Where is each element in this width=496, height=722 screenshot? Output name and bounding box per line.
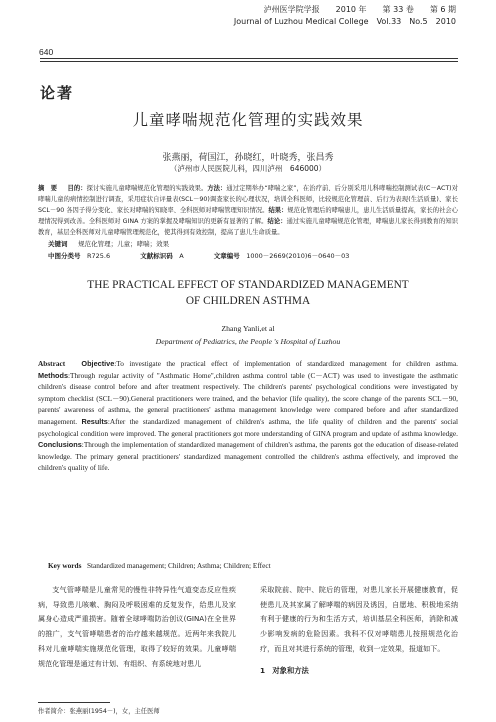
abstract-cn-objective-label: 目的： (67, 185, 87, 192)
body-column-right (260, 583, 458, 678)
abstract-cn-method: 通过定期举办“哮喘之家”，在治疗前、后分别采用儿科哮喘控制测试表(C－ACT)对哮喘儿童的病情控制进行调查，采用症状自评量表(SCL－90)调查家长的心理状况，培训全科医师，比较规范化管理前、后行为表现(生活质量)、家长 SCL－90 各因子得分变化、家长对哮喘的知晓率、全科医师对哮喘管理知识情况。 (38, 185, 458, 214)
doc-code-label: 文献标识码 (140, 252, 173, 260)
affiliation-cn: （泸州市人民医院儿科，四川泸州 646000） (169, 164, 327, 173)
header-rule-double (40, 61, 458, 62)
abstract-en-conclusions-label: Conclusions (38, 440, 82, 450)
section-heading-methods: 1 对象和方法 (260, 665, 309, 675)
abstract-en-objective-label: Objective (81, 359, 115, 368)
body-paragraph-right: 采取院前、院中、院后的管理，对患儿家长开展健康教育，促使患儿及其家属了解哮喘的病因及诱因，自愿地、积极地采纳有利于健康的行为和生活方式，培训基层全科医师，消除和减少影响发病的危险因素。我科不仅对哮喘患儿按照规范化治疗，而且对其进行系统的管理，收到一定效果，报道如下。 (260, 585, 458, 653)
abstract-cn-conclusion-label: 结论： (267, 217, 287, 225)
page-number: 640 (39, 47, 54, 57)
header-rule (40, 58, 458, 59)
clc-label: 中图分类号 (48, 252, 81, 260)
abstract-cn-label: 摘 要 (38, 185, 58, 192)
article-title-cn: 儿童哮喘规范化管理的实践效果 (132, 111, 364, 129)
abstract-cn-method-label: 方法： (207, 185, 227, 192)
keywords-en-value: Standardized management; Children; Asthma; Children; Effect (86, 561, 271, 570)
section-label: 论著 (40, 84, 75, 102)
abstract-en-results: :After the standardized management of children's asthma, the life quality of children and the parents' social psychological condition were improved. The general practitioners got more understanding of GINA program and update of asthma knowledge. (38, 416, 458, 438)
journal-header (234, 4, 456, 28)
abstract-cn-result: 规范化管理后的哮喘患儿，患儿生活质量提高，家长的社会心理情况得到改善。全科医师对 GINA 方案的掌握及哮喘知识的更新有显著的了解。 (38, 206, 459, 225)
keywords-cn-value: 规范化管理；儿童；哮喘；效果 (78, 240, 170, 248)
title-en-line-1: THE PRACTICAL EFFECT OF STANDARDIZED MANAGEMENT (87, 279, 409, 291)
abstract-en-objective: :To investigate the practical effect of implementation of standardized management for children asthma. (114, 359, 459, 368)
article-no-label: 文章编号 (213, 252, 240, 260)
keywords-cn-label: 关键词 (48, 240, 68, 248)
abstract-en-methods: :Through regular activity of "Asthmatic Home",children asthma control table (C－ACT) was used to investigate the asthmatic children's disease control before and after treatment respectively. The children's parents' psychological conditions were investigated by symptom checklist (SCL－90).General practitioners were trained, and the behavior (life quality), the score change of the parents SCL－90, parents' awareness of asthma, the general practitioners' asthma management knowledge were compared before and after standardized management. (38, 370, 458, 426)
authors-en: Zhang Yanli,et al (221, 324, 275, 333)
affiliation-en: Department of Pediatrics, the People 's Hospital of Luzhou (155, 337, 341, 346)
author-footnote: 作者简介：张燕丽(1954－)，女，主任医师 (38, 708, 160, 715)
body-paragraph-left: 支气管哮喘是儿童常见的慢性非特异性气道变态反应性疾病，导致患儿咳嗽、胸闷及呼吸困难的反复发作，给患儿及家属身心造成严重损害。随着全球哮喘防治创议(GINA)在全世界的推广，支气管哮喘患者的治疗越来越规范。近两年来我院儿科对儿童哮喘实施规范化管理，取得了较好的效果。儿童哮喘规范化管理是通过有计划、有组织、有系统地对患儿 (38, 585, 236, 668)
keywords-en (48, 561, 271, 570)
abstract-cn-result-label: 结果： (268, 206, 288, 214)
abstract-en-results-label: Results (81, 416, 108, 426)
keywords-cn (48, 239, 169, 248)
article-title-en (0, 277, 496, 309)
abstract-en (38, 358, 458, 474)
abstract-en-label: Abstract (38, 359, 66, 368)
abstract-cn-objective: 探讨实施儿童哮喘规范化管理的实践效果。 (86, 185, 208, 192)
article-no-value: 1000－2669(2010)6－0640－03 (246, 252, 350, 260)
footnote-rule (38, 702, 110, 703)
title-en-line-2: OF CHILDREN ASTHMA (185, 295, 311, 307)
clc-value: R725.6 (87, 252, 111, 260)
abstract-cn (38, 184, 458, 239)
classification-row (48, 251, 377, 260)
doc-code-value: A (179, 252, 184, 260)
abstract-cn-conclusion: 通过实施儿童哮喘规范化管理，哮喘患儿家长得到教育的知识教育，基层全科医师对儿童哮喘管理规范化，使其得到有效控制，提高了患儿生命质量。 (38, 217, 459, 236)
journal-line-en: Journal of Luzhou Medical College Vol.33 No.5 2010 (233, 17, 456, 26)
abstract-en-conclusions: :Through the implementation of standardized management of children's asthma, the parents got the education of disease-related knowledge. The primary general practitioners' standardized management controlled the children's asthma effectively, and improved the children's quality of life. (38, 440, 458, 473)
abstract-en-methods-label: Methods (38, 370, 68, 380)
keywords-en-label: Key words (48, 561, 82, 570)
body-column-left (38, 583, 236, 671)
journal-line-cn: 泸州医学院学报 2010 年 第 33 卷 第 6 期 (263, 5, 456, 14)
authors-cn: 张燕丽，荷国江，孙晓红，叶晓秀，张昌秀 (162, 153, 334, 163)
